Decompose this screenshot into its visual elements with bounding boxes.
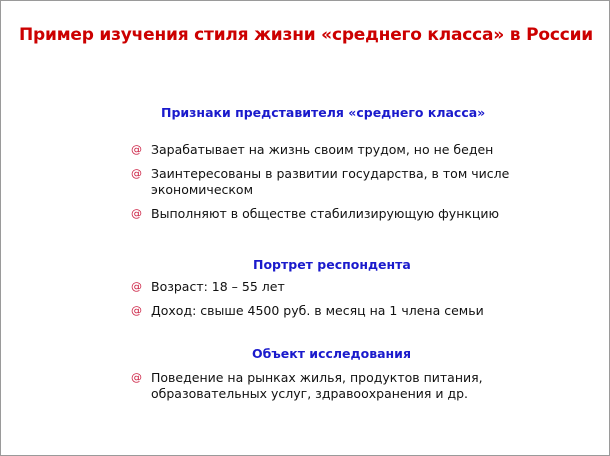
bullet-icon: @ [131, 371, 142, 384]
list-item [131, 279, 531, 295]
list-item [131, 206, 531, 222]
bullet-list-research-object [131, 370, 531, 402]
list-item-text: Зарабатывает на жизнь своим трудом, но не беден [151, 142, 494, 157]
list-item-text: Возраст: 18 – 55 лет [151, 279, 285, 294]
bullet-icon: @ [131, 280, 142, 293]
section-heading-research-object: Объект исследования [252, 346, 411, 361]
list-item-text: Выполняют в обществе стабилизирующую функцию [151, 206, 500, 221]
bullet-icon: @ [131, 304, 142, 317]
section-heading-middle-class-traits: Признаки представителя «среднего класса» [161, 105, 486, 120]
list-item-text: Заинтересованы в развитии государства, в том числе экономическом [151, 166, 510, 197]
bullet-icon: @ [131, 167, 142, 180]
bullet-list-middle-class-traits [131, 142, 531, 222]
list-item [131, 370, 531, 402]
bullet-icon: @ [131, 207, 142, 220]
list-item [131, 142, 531, 158]
slide-title: Пример изучения стиля жизни «среднего класса» в России [18, 25, 593, 45]
list-item-text: Поведение на рынках жилья, продуктов питания, образовательных услуг, здравоохранения и др. [151, 370, 483, 401]
list-item [131, 303, 531, 319]
list-item [131, 166, 531, 198]
bullet-list-respondent-portrait [131, 279, 531, 319]
list-item-text: Доход: свыше 4500 руб. в месяц на 1 члена семьи [151, 303, 484, 318]
bullet-icon: @ [131, 143, 142, 156]
section-heading-respondent-portrait: Портрет респондента [253, 257, 411, 272]
